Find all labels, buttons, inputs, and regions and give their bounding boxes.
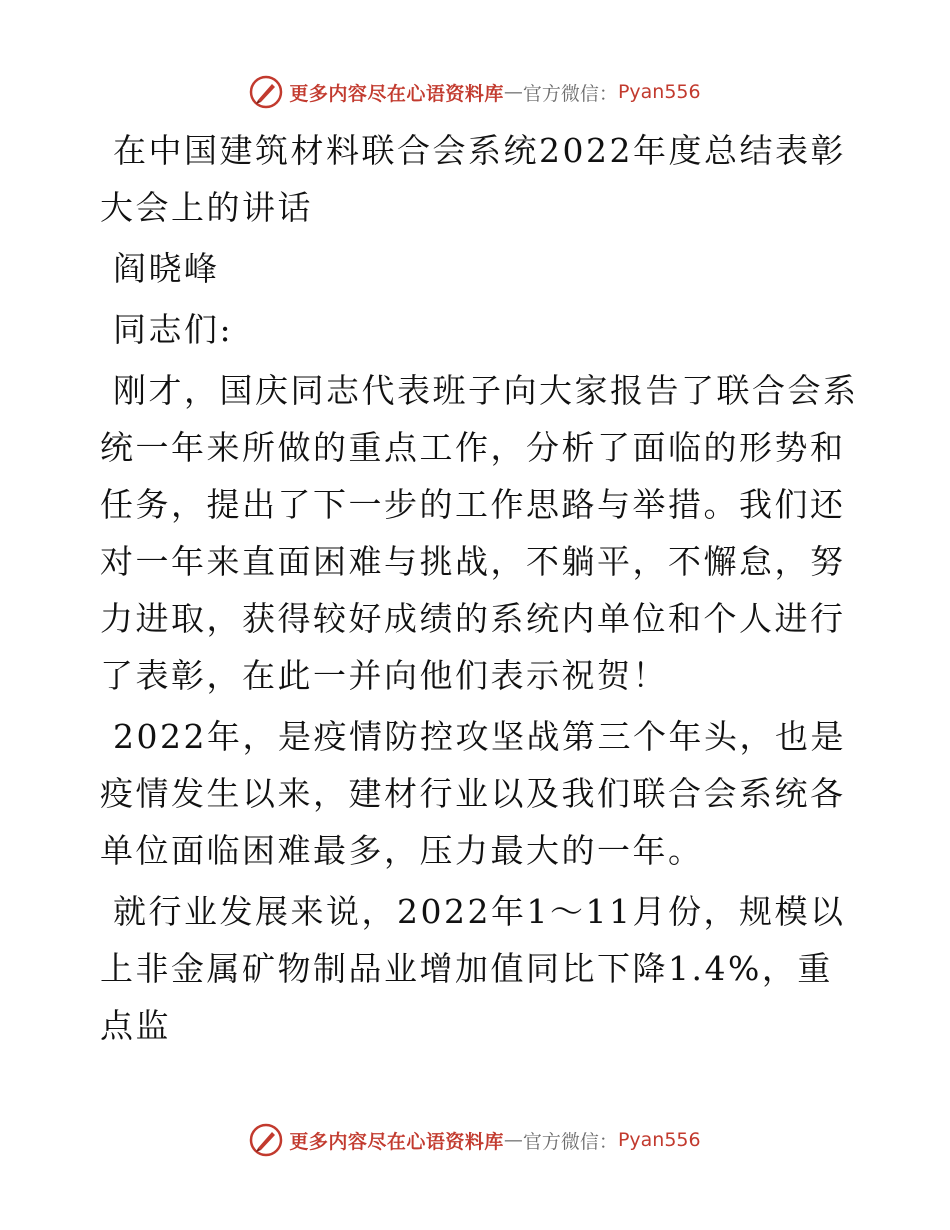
banner-wechat-label: 官方微信：	[522, 1130, 618, 1153]
banner-main-text: 更多内容尽在心语资料库	[289, 1130, 504, 1153]
banner-separator: —	[503, 81, 523, 103]
header-banner	[0, 70, 950, 114]
document-body	[100, 122, 860, 1054]
document-greeting: 同志们:	[100, 310, 234, 349]
paragraph: 就行业发展来说，2022年1～11月份，规模以上非金属矿物制品业增加值同比下降1.4%，重点监	[100, 892, 846, 1045]
document-author: 阎晓峰	[100, 249, 220, 288]
paragraph: 刚才，国庆同志代表班子向大家报告了联合会系统一年来所做的重点工作，分析了面临的形势和任务，提出了下一步的工作思路与举措。我们还对一年来直面困难与挑战，不躺平，不懈怠，努力进取，获得较好成绩的系统内单位和个人进行了表彰，在此一并向他们表示祝贺！	[100, 371, 859, 695]
banner-wechat-id: Pyan556	[617, 81, 701, 103]
paragraph: 2022年，是疫情防控攻坚战第三个年头，也是疫情发生以来，建材行业以及我们联合会系统各单位面临困难最多，压力最大的一年。	[100, 717, 846, 870]
banner-wechat-id: Pyan556	[617, 1129, 701, 1151]
document-title: 在中国建筑材料联合会系统2022年度总结表彰大会上的讲话	[100, 131, 846, 227]
banner-main-text: 更多内容尽在心语资料库	[289, 82, 504, 105]
banner-wechat-label: 官方微信：	[522, 82, 618, 105]
footer-banner	[0, 1118, 950, 1162]
quill-pen-logo-icon	[249, 75, 283, 109]
quill-pen-logo-icon	[249, 1123, 283, 1157]
banner-separator: —	[503, 1129, 523, 1151]
